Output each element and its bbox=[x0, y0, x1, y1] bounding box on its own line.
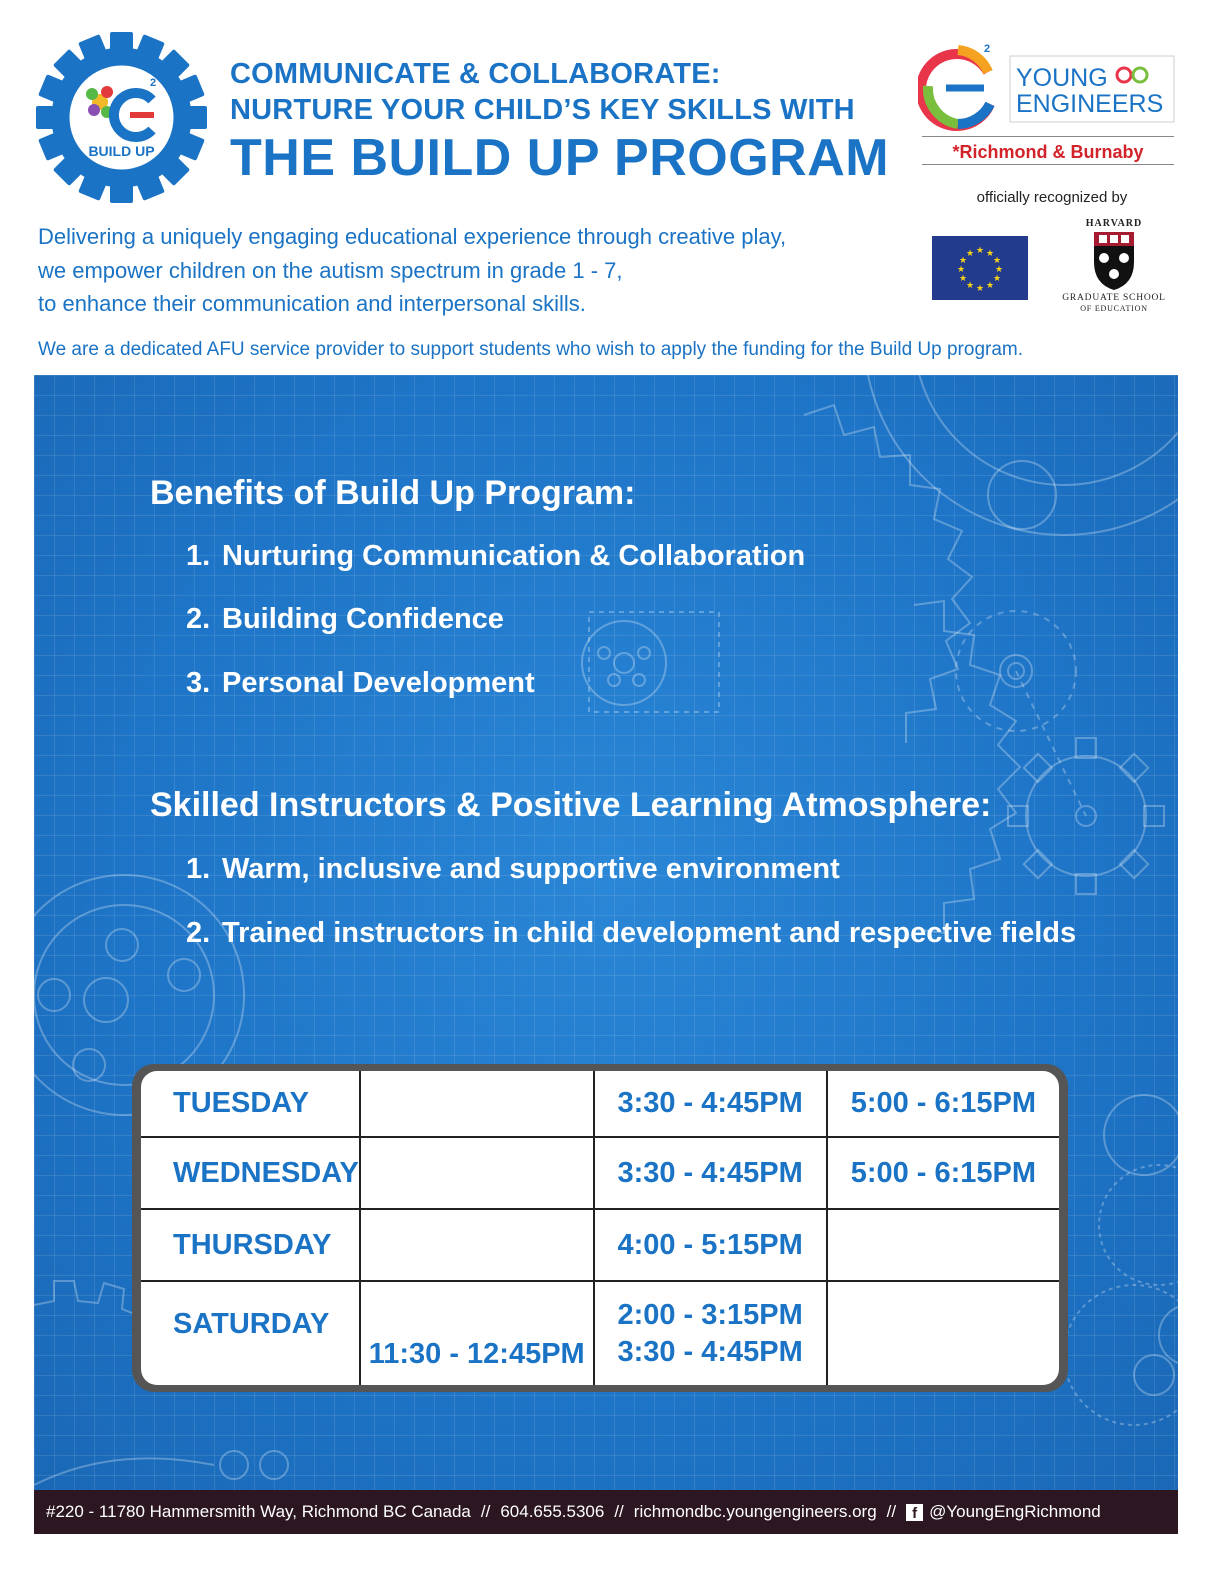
svg-text:★: ★ bbox=[992, 256, 1002, 266]
eu-flag-icon bbox=[932, 236, 1028, 300]
young-engineers-logo bbox=[918, 42, 1178, 132]
footer-website-link[interactable]: richmondbc.youngengineers.org bbox=[633, 1502, 877, 1521]
recognized-by-label: officially recognized by bbox=[976, 189, 1128, 206]
svg-text:★: ★ bbox=[975, 284, 985, 294]
table-row bbox=[141, 1281, 1059, 1385]
location-label: *Richmond & Burnaby bbox=[952, 142, 1144, 162]
harvard-top-text: HARVARD bbox=[1085, 218, 1143, 229]
list-item-text: Trained instructors in child development and respective fields bbox=[222, 917, 1077, 949]
list-item-text: Warm, inclusive and supportive environment bbox=[222, 853, 840, 885]
logo-text: BUILD UP bbox=[88, 143, 155, 159]
footer-separator: // bbox=[886, 1502, 897, 1521]
table-row bbox=[141, 1137, 1059, 1209]
svg-text:2: 2 bbox=[984, 43, 991, 55]
build-up-logo bbox=[34, 30, 209, 205]
list-item bbox=[186, 667, 535, 700]
time-cell bbox=[360, 1209, 594, 1281]
table-row bbox=[141, 1071, 1059, 1137]
day-cell: SATURDAY bbox=[141, 1281, 360, 1385]
title-line-1: COMMUNICATE & COLLABORATE: bbox=[230, 58, 721, 90]
time-cell: 5:00 - 6:15PM bbox=[827, 1137, 1059, 1209]
intro-line-3: to enhance their communication and interpersonal skills. bbox=[38, 291, 586, 316]
svg-text:★: ★ bbox=[992, 274, 1002, 284]
time-cell: 3:30 - 4:45PM bbox=[594, 1137, 827, 1209]
svg-text:★: ★ bbox=[965, 249, 975, 259]
footer bbox=[34, 1490, 1178, 1534]
brand-name-line1: YOUNG bbox=[1016, 64, 1108, 92]
footer-separator: // bbox=[480, 1502, 491, 1521]
benefits-title: Benefits of Build Up Program: bbox=[150, 474, 636, 512]
divider bbox=[922, 136, 1174, 137]
list-item-number: 3. bbox=[186, 667, 211, 699]
list-item bbox=[186, 917, 1076, 950]
time-slot: 2:00 - 3:15PM bbox=[617, 1298, 803, 1331]
day-cell: TUESDAY bbox=[141, 1071, 360, 1137]
list-item-text: Personal Development bbox=[222, 667, 535, 699]
list-item bbox=[186, 853, 840, 886]
harvard-bottom-text-1: GRADUATE SCHOOL bbox=[1062, 293, 1166, 303]
svg-text:★: ★ bbox=[958, 274, 968, 284]
time-cell bbox=[827, 1209, 1059, 1281]
schedule-table-container bbox=[141, 1071, 1059, 1385]
schedule-table bbox=[141, 1071, 1059, 1385]
time-cell: 5:00 - 6:15PM bbox=[827, 1071, 1059, 1137]
footer-separator: // bbox=[614, 1502, 624, 1521]
time-cell: 3:30 - 4:45PM bbox=[594, 1071, 827, 1137]
svg-text:★: ★ bbox=[985, 281, 995, 291]
list-item-text: Nurturing Communication & Collaboration bbox=[222, 540, 806, 572]
svg-text:★: ★ bbox=[965, 281, 975, 291]
list-item bbox=[186, 540, 805, 573]
day-cell: WEDNESDAY bbox=[141, 1137, 360, 1209]
svg-text:★: ★ bbox=[958, 256, 968, 266]
table-row bbox=[141, 1209, 1059, 1281]
intro-line-1: Delivering a uniquely engaging educational experience through creative play, bbox=[38, 224, 787, 249]
title-line-2: NURTURE YOUR CHILD’S KEY SKILLS WITH bbox=[230, 94, 855, 126]
time-cell bbox=[827, 1281, 1059, 1385]
list-item-number: 2. bbox=[186, 917, 211, 949]
instructors-title: Skilled Instructors & Positive Learning Atmosphere: bbox=[150, 786, 992, 824]
brand-name-line2: ENGINEERS bbox=[1016, 90, 1164, 118]
list-item-text: Building Confidence bbox=[222, 603, 504, 635]
time-slot: 3:30 - 4:45PM bbox=[617, 1335, 803, 1368]
time-cell bbox=[360, 1071, 594, 1137]
svg-text:★: ★ bbox=[994, 265, 1004, 275]
time-cell bbox=[594, 1281, 827, 1385]
list-item bbox=[186, 603, 504, 636]
list-item-number: 2. bbox=[186, 603, 211, 635]
footer-phone[interactable]: 604.655.5306 bbox=[500, 1502, 605, 1521]
footer-address: #220 - 11780 Hammersmith Way, Richmond BC Canada bbox=[46, 1502, 471, 1521]
intro-line-2: we empower children on the autism spectrum in grade 1 - 7, bbox=[38, 258, 623, 283]
time-cell: 4:00 - 5:15PM bbox=[594, 1209, 827, 1281]
footer-social-link[interactable]: @YoungEngRichmond bbox=[929, 1502, 1101, 1521]
facebook-icon[interactable]: f bbox=[906, 1504, 923, 1521]
svg-text:★: ★ bbox=[975, 246, 985, 256]
svg-text:★: ★ bbox=[985, 249, 995, 259]
list-item-number: 1. bbox=[186, 853, 211, 885]
divider bbox=[922, 164, 1174, 165]
day-cell: THURSDAY bbox=[141, 1209, 360, 1281]
page-title: THE BUILD UP PROGRAM bbox=[230, 129, 890, 187]
time-cell bbox=[360, 1137, 594, 1209]
harvard-bottom-text-2: OF EDUCATION bbox=[1080, 304, 1148, 313]
harvard-gse-logo bbox=[1052, 214, 1176, 318]
svg-text:2: 2 bbox=[150, 77, 157, 89]
list-item-number: 1. bbox=[186, 540, 211, 572]
svg-text:★: ★ bbox=[956, 265, 966, 275]
afu-note: We are a dedicated AFU service provider to support students who wish to apply the funding for the Build Up program. bbox=[38, 339, 1024, 360]
time-cell: 11:30 - 12:45PM bbox=[360, 1281, 594, 1385]
